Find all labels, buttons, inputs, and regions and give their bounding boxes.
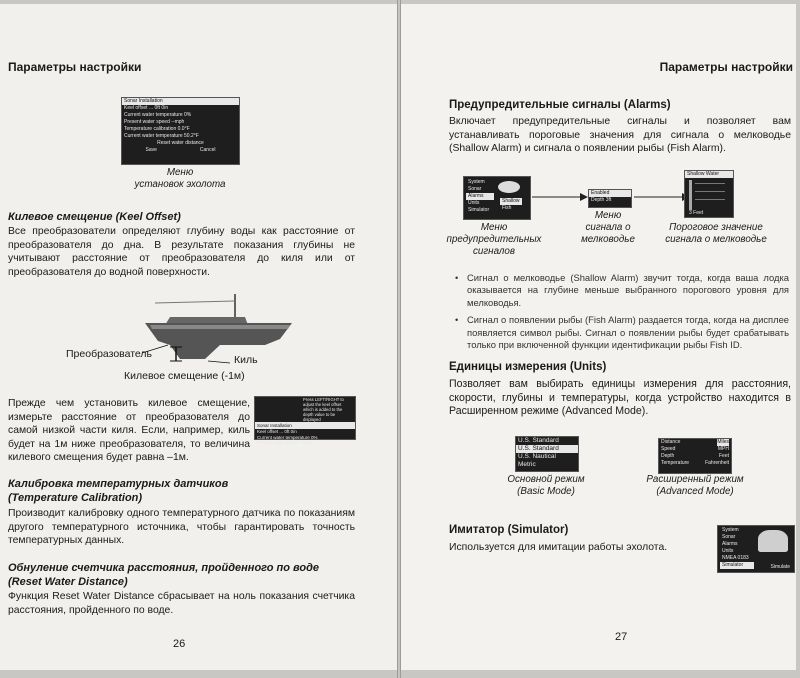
- screen-save-button: Save: [145, 147, 157, 153]
- keel-offset-text: Все преобразователи определяют глубину воды как расстояние от преобразователя до дна. В результате показания глубины не учитывают расстояние от преобразователя до киля или от преобразователя до водной поверхности.: [8, 226, 355, 278]
- transducer-label: Преобразователь: [66, 348, 153, 360]
- alarm-menu-caption: Меню предупредительных сигналов: [446, 222, 542, 257]
- arrow-right-icon: [634, 192, 690, 202]
- alarm-bullets: [453, 272, 789, 356]
- simulator-text: Используется для имитации работы эхолота.: [449, 542, 668, 553]
- basic-mode-caption: Основной режим (Basic Mode): [507, 474, 585, 497]
- units-text: Позволяет вам выбирать единицы измерения для расстояния, скорости, глубины и температуры, когда устройство находится в Расширенном режиме (Advanced Mode).: [449, 378, 791, 418]
- alarms-text: Включает предупредительные сигналы и позволяет вам устанавливать пороговые значения для сигнала о мелководье (Shallow Alarm) и сигнала о появлении рыбы (Fish Alarm).: [449, 116, 791, 155]
- advanced-mode-caption: Расширенный режим (Advanced Mode): [646, 474, 744, 497]
- keel-offset-text-2: Прежде чем установить килевое смещение, измерьте расстояние от преобразователя до самой низкой части киля. Если, например, киль будет на 1м ниже преобразователя, то величина килевого смещения будет равна –1м.: [8, 398, 250, 464]
- bullet-fish-alarm: • Сигнал о появлении рыбы (Fish Alarm) раздается тогда, когда на дисплее появляется символ рыбы. Сигнал о появлении рыбы будет срабатывать только при включенной функции идентификации рыбы Fish ID.: [453, 314, 789, 351]
- sonar-installation-screen: [121, 97, 240, 165]
- right-page: [401, 4, 796, 670]
- screen-hint: Press LEFT/RIGHT to adjust the keel offset which is added to the depth value to be displayed: [303, 397, 344, 422]
- screen-cancel-button: Cancel: [199, 147, 216, 153]
- shallow-menu-caption: Меню сигнала о мелководье: [581, 210, 635, 245]
- page-header-right: Параметры настройки: [659, 60, 793, 74]
- screen-row: Current water temperature 0%: [257, 434, 318, 440]
- alarms-heading: Предупредительные сигналы (Alarms): [449, 99, 671, 111]
- screen-row: Present water speed --mph: [257, 440, 312, 445]
- page-number-right: 27: [615, 631, 628, 643]
- screen-title: Sonar Installation: [122, 98, 239, 105]
- advanced-units-screen: Distance Miles Speed MPH Depth Feet Temperature Fahrenheit: [658, 438, 732, 474]
- sonar-menu-caption: Меню установок эхолота: [134, 167, 226, 190]
- keel-offset-heading: Килевое смещение (Keel Offset): [8, 211, 181, 223]
- bullet-shallow-alarm: • Сигнал о мелководье (Shallow Alarm) звучит тогда, когда ваша лодка оказывается на глубине меньше выбранного порогового уровня для мелководья.: [453, 272, 789, 309]
- screen-row: Keel offset ... 0ft 0in: [124, 105, 169, 111]
- threshold-caption: Пороговое значение сигнала о мелководье: [665, 222, 767, 245]
- reset-distance-heading: Обнуление счетчика расстояния, пройденного по воде (Reset Water Distance): [8, 562, 320, 588]
- screen-title: Sonar Installation: [255, 422, 355, 429]
- page-header-left: Параметры настройки: [8, 60, 142, 74]
- screen-row: Temperature calibration 0.0°F: [124, 126, 190, 132]
- screen-row: Keel offset ... 0ft 0in: [257, 429, 297, 434]
- screen-row: Reset water distance: [157, 140, 204, 146]
- screen-row: Current water temperature 50.2°F: [124, 133, 199, 139]
- shallow-threshold-screen: Shallow Water 3 Feet: [684, 170, 734, 218]
- temp-calibration-heading: Калибровка температурных датчиков (Temperature Calibration): [8, 478, 229, 504]
- alarm-menu-screen: System Sonar Alarms Units Simulator Shallow Fish: [463, 176, 531, 220]
- simulator-screen: System Sonar Alarms Units NMEA 0183 Simulator Simulate: [717, 525, 795, 573]
- screen-row: Current water temperature 0%: [124, 112, 192, 118]
- screen-row: Present water speed --mph: [124, 119, 185, 125]
- shallow-alarm-screen: Enabled Depth 3ft: [588, 189, 632, 208]
- keel-offset-label: Килевое смещение (-1м): [124, 370, 245, 382]
- temp-calibration-text: Производит калибровку одного температурного датчика по показаниям другого температурного источника, чтобы гарантировать точность температурных данных.: [8, 508, 355, 547]
- simulator-heading: Имитатор (Simulator): [449, 524, 569, 536]
- units-heading: Единицы измерения (Units): [449, 361, 607, 373]
- arrow-right-icon: [532, 192, 588, 202]
- reset-distance-text: Функция Reset Water Distance сбрасывает на ноль показания счетчика расстояния, пройденного по воде.: [8, 591, 355, 616]
- keel-offset-screen: [254, 396, 356, 445]
- basic-units-screen: U.S. Standard U.S. Standard U.S. Nautical Metric: [515, 436, 579, 472]
- page-number-left: 26: [173, 638, 186, 650]
- left-page: [0, 4, 397, 670]
- keel-label: Киль: [234, 354, 258, 366]
